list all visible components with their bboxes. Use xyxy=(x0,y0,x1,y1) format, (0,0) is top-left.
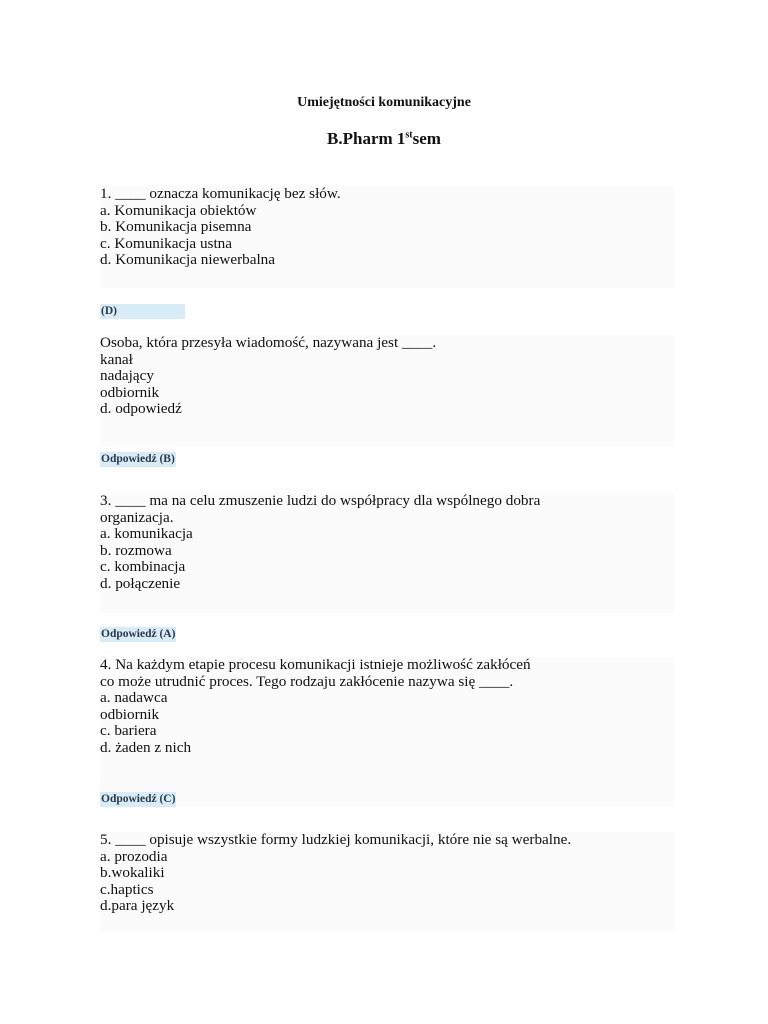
question-4-stem-line-1: 4. Na każdym etapie procesu komunikacji istnieje możliwość zakłóceń xyxy=(100,656,531,673)
question-4-option-a: a. nadawca xyxy=(100,689,168,707)
question-3 xyxy=(100,493,674,613)
course-title-tail: sem xyxy=(412,129,441,148)
question-3-option-b: b. rozmowa xyxy=(100,541,172,559)
question-3-stem-line-2: organizacja. xyxy=(100,508,174,526)
question-4-answer: Odpowiedź (C) xyxy=(101,793,176,805)
question-2-option-a: kanał xyxy=(100,350,133,368)
course-title-superscript: st xyxy=(405,129,413,141)
question-2-stem: Osoba, która przesyła wiadomość, nazywana jest ____. xyxy=(100,334,437,351)
question-1-option-d: d. Komunikacja niewerbalna xyxy=(100,251,276,269)
question-5-option-c: c.haptics xyxy=(100,880,154,898)
question-4-stem-line-2: co może utrudnić proces. Tego rodzaju zakłócenie nazywa się ____. xyxy=(100,672,514,690)
question-5-option-a: a. prozodia xyxy=(100,847,168,865)
course-title xyxy=(0,129,768,149)
question-2 xyxy=(100,335,674,447)
question-3-option-c: c. kombinacja xyxy=(100,558,186,576)
question-1-option-c: c. Komunikacja ustna xyxy=(100,234,233,252)
question-3-stem-line-1: 3. ____ ma na celu zmuszenie ludzi do współpracy dla wspólnego dobra xyxy=(100,492,541,509)
question-3-option-a: a. komunikacja xyxy=(100,525,193,543)
question-1-option-b: b. Komunikacja pisemna xyxy=(100,218,252,236)
question-2-option-b: nadający xyxy=(100,367,154,385)
question-5-stem: 5. ____ opisuje wszystkie formy ludzkiej komunikacji, które nie są werbalne. xyxy=(100,831,572,848)
question-5-option-d: d.para język xyxy=(100,897,175,915)
question-2-answer: Odpowiedź (B) xyxy=(101,453,175,465)
question-4 xyxy=(100,657,674,807)
question-3-answer: Odpowiedź (A) xyxy=(101,628,176,640)
question-1-option-a: a. Komunikacja obiektów xyxy=(100,201,257,219)
question-1 xyxy=(100,186,674,288)
question-1-stem: 1. ____ oznacza komunikację bez słów. xyxy=(100,185,341,202)
question-2-option-c: odbiornik xyxy=(100,383,160,401)
question-4-option-c: c. bariera xyxy=(100,722,157,740)
question-3-option-d: d. połączenie xyxy=(100,574,181,592)
course-title-main: B.Pharm 1 xyxy=(327,129,406,148)
question-4-option-d: d. żaden z nich xyxy=(100,738,192,756)
question-5-option-b: b.wokaliki xyxy=(100,864,165,882)
question-4-option-b: odbiornik xyxy=(100,705,160,723)
question-2-option-d: d. odpowiedź xyxy=(100,400,182,418)
question-1-answer: (D) xyxy=(100,304,185,319)
page-title: Umiejętności komunikacyjne xyxy=(297,95,471,110)
question-5 xyxy=(100,832,674,932)
